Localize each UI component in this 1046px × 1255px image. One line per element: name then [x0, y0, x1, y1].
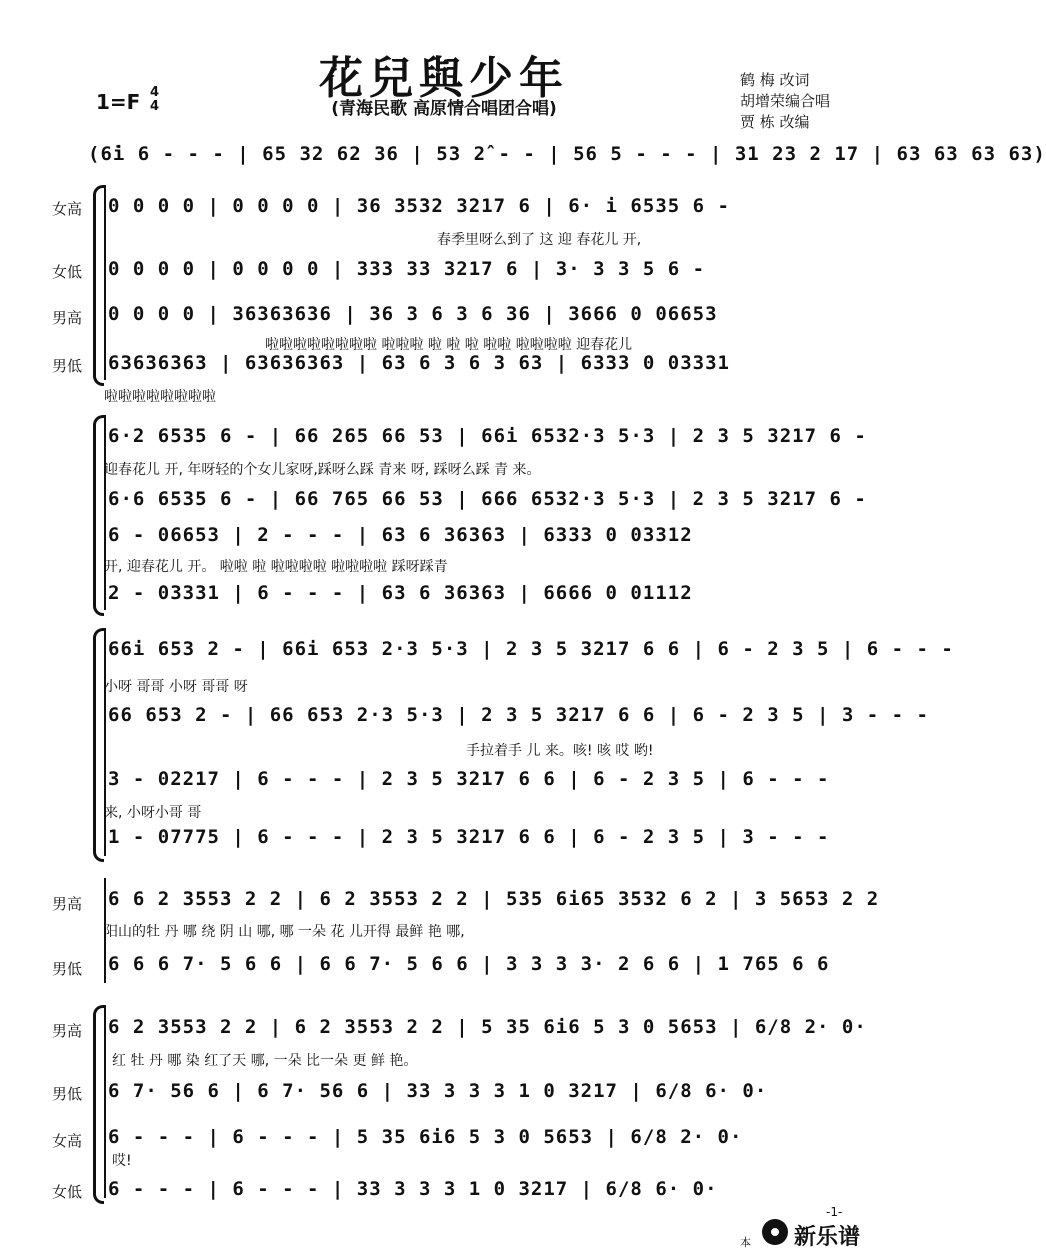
voice-label: 男高	[52, 895, 83, 913]
voice-label-alto: 女低	[52, 263, 83, 281]
voice-label-soprano: 女高	[52, 200, 83, 218]
page-title: 花兒與少年	[319, 53, 569, 104]
notes-soprano: 0 0 0 0 | 0 0 0 0 | 36 3532 3217 6 | 6· i 6535 6 -	[108, 195, 730, 217]
system-brace	[93, 1005, 104, 1204]
lyric-bass: 啦啦啦啦啦啦啦啦	[104, 389, 216, 405]
lyric-tenor: 啦啦啦啦啦啦啦啦 啦啦啦 啦 啦 啦 啦啦 啦啦啦啦 迎春花儿	[265, 337, 633, 353]
system-line	[104, 1005, 106, 1198]
notes-line: 66 653 2 - | 66 653 2·3 5·3 | 2 3 5 3217 6 6 | 6 - 2 3 5 | 3 - - -	[108, 704, 929, 726]
system-line	[104, 185, 106, 380]
lyric-line: 阳山的牡 丹 哪 绕 阴 山 哪, 哪 一朵 花 儿开得 最鲜 艳 哪,	[104, 924, 465, 940]
notes-alto: 0 0 0 0 | 0 0 0 0 | 333 33 3217 6 | 3· 3 3 5 6 -	[108, 258, 706, 280]
intro-line: (6̇i 6 - - - | 65 32 62 36 | 53 2̂ - - | 56 5 - - - | 31 23 2 17 | 63 63 63 63)	[88, 143, 1046, 165]
lyric-line: 小呀 哥哥 小呀 哥哥 呀	[104, 679, 248, 695]
page-subtitle: (青海民歌 高原情合唱团合唱)	[331, 99, 557, 119]
notes-line: 1 - 07775 | 6 - - - | 2 3 5 3217 6 6 | 6 - 2 3 5 | 3 - - -	[108, 826, 830, 848]
notes-line: 6 - - - | 6 - - - | 33 3 3 3 1 0 3217 | 6/8 6· 0·	[108, 1178, 718, 1200]
voice-label: 女低	[52, 1183, 83, 1201]
lyric-line: 来, 小呀小哥 哥	[104, 805, 202, 821]
notes-line: 6 - 06653 | 2 - - - | 63 6 36363 | 6333 0 03312	[108, 524, 693, 546]
time-top: 4	[150, 85, 160, 100]
system-line	[104, 415, 106, 610]
lyric-line: 迎春花儿 开, 年呀轻的个女儿家呀,踩呀么踩 青来 呀, 踩呀么踩 青 来。	[104, 462, 541, 478]
notes-line: 6·6 6535 6 - | 66 765 66 53 | 666 6532·3 5·3 | 2 3 5 3217 6 -	[108, 488, 867, 510]
notes-line: 6 6 2 3553 2 2 | 6 2 3553 2 2 | 535 6i65 3532 6 2 | 3 5653 2 2	[108, 888, 880, 910]
credit-lyrics: 鹤 梅 改词	[740, 71, 810, 89]
notes-tenor: 0 0 0 0 | 36363636 | 36 3 6 3 6 36 | 3666 0 06653	[108, 303, 718, 325]
notes-line: 6·2 6535 6 - | 66 265 66 53 | 66i 6532·3 5·3 | 2 3 5 3217 6 -	[108, 425, 867, 447]
notes-line: 6 6 6 7· 5 6 6 | 6 6 7· 5 6 6 | 3 3 3 3· 2 6 6 | 1 765 6 6	[108, 953, 830, 975]
credit-arrangement: 胡增荣编合唱	[740, 92, 831, 110]
credit-adaptation: 贾 栋 改编	[740, 113, 810, 131]
notes-line: 2 - 03331 | 6 - - - | 63 6 36363 | 6666 0 01112	[108, 582, 693, 604]
voice-label: 男低	[52, 1085, 83, 1103]
system-brace	[93, 185, 104, 386]
system-brace	[93, 415, 104, 616]
lyric-line: 手拉着手 儿 来。咳! 咳 哎 哟!	[466, 743, 654, 759]
lyric-line: 哎!	[112, 1153, 132, 1169]
voice-label: 女高	[52, 1132, 83, 1150]
logo-disc-icon	[762, 1219, 788, 1245]
notes-line: 6 2 3553 2 2 | 6 2 3553 2 2 | 5 35 6i6 5 3 0 5653 | 6/8 2· 0·	[108, 1016, 867, 1038]
voice-label: 男高	[52, 1022, 83, 1040]
notes-line: 6 7· 56 6 | 6 7· 56 6 | 33 3 3 3 1 0 3217 | 6/8 6· 0·	[108, 1080, 768, 1102]
notes-line: 6 - - - | 6 - - - | 5 35 6i6 5 3 0 5653 | 6/8 2· 0·	[108, 1126, 743, 1148]
lyric-line: 开, 迎春花儿 开。 啦啦 啦 啦啦啦啦 啦啦啦啦 踩呀踩青	[104, 559, 448, 575]
page-number: -1-	[826, 1205, 843, 1219]
notes-bass: 63636363 | 63636363 | 63 6 3 6 3 63 | 6333 0 03331	[108, 352, 730, 374]
time-signature	[150, 86, 159, 114]
notes-line: 66i 653 2 - | 66i 653 2·3 5·3 | 2 3 5 3217 6 6 | 6 - 2 3 5 | 6 - - -	[108, 638, 954, 660]
lyric-soprano: 春季里呀么到了 这 迎 春花儿 开,	[437, 232, 642, 248]
key-signature: 1=F	[96, 90, 141, 114]
time-bottom: 4	[150, 99, 160, 114]
notes-line: 3 - 02217 | 6 - - - | 2 3 5 3217 6 6 | 6 - 2 3 5 | 6 - - -	[108, 768, 830, 790]
voice-label-tenor: 男高	[52, 309, 83, 327]
site-logo: 新乐谱	[794, 1225, 861, 1250]
voice-label-bass: 男低	[52, 357, 83, 375]
credits	[740, 70, 830, 133]
footer-mark: 本	[740, 1236, 751, 1249]
lyric-line: 红 牡 丹 哪 染 红了天 哪, 一朵 比一朵 更 鲜 艳。	[112, 1053, 418, 1069]
system-brace	[93, 628, 104, 862]
voice-label: 男低	[52, 960, 83, 978]
